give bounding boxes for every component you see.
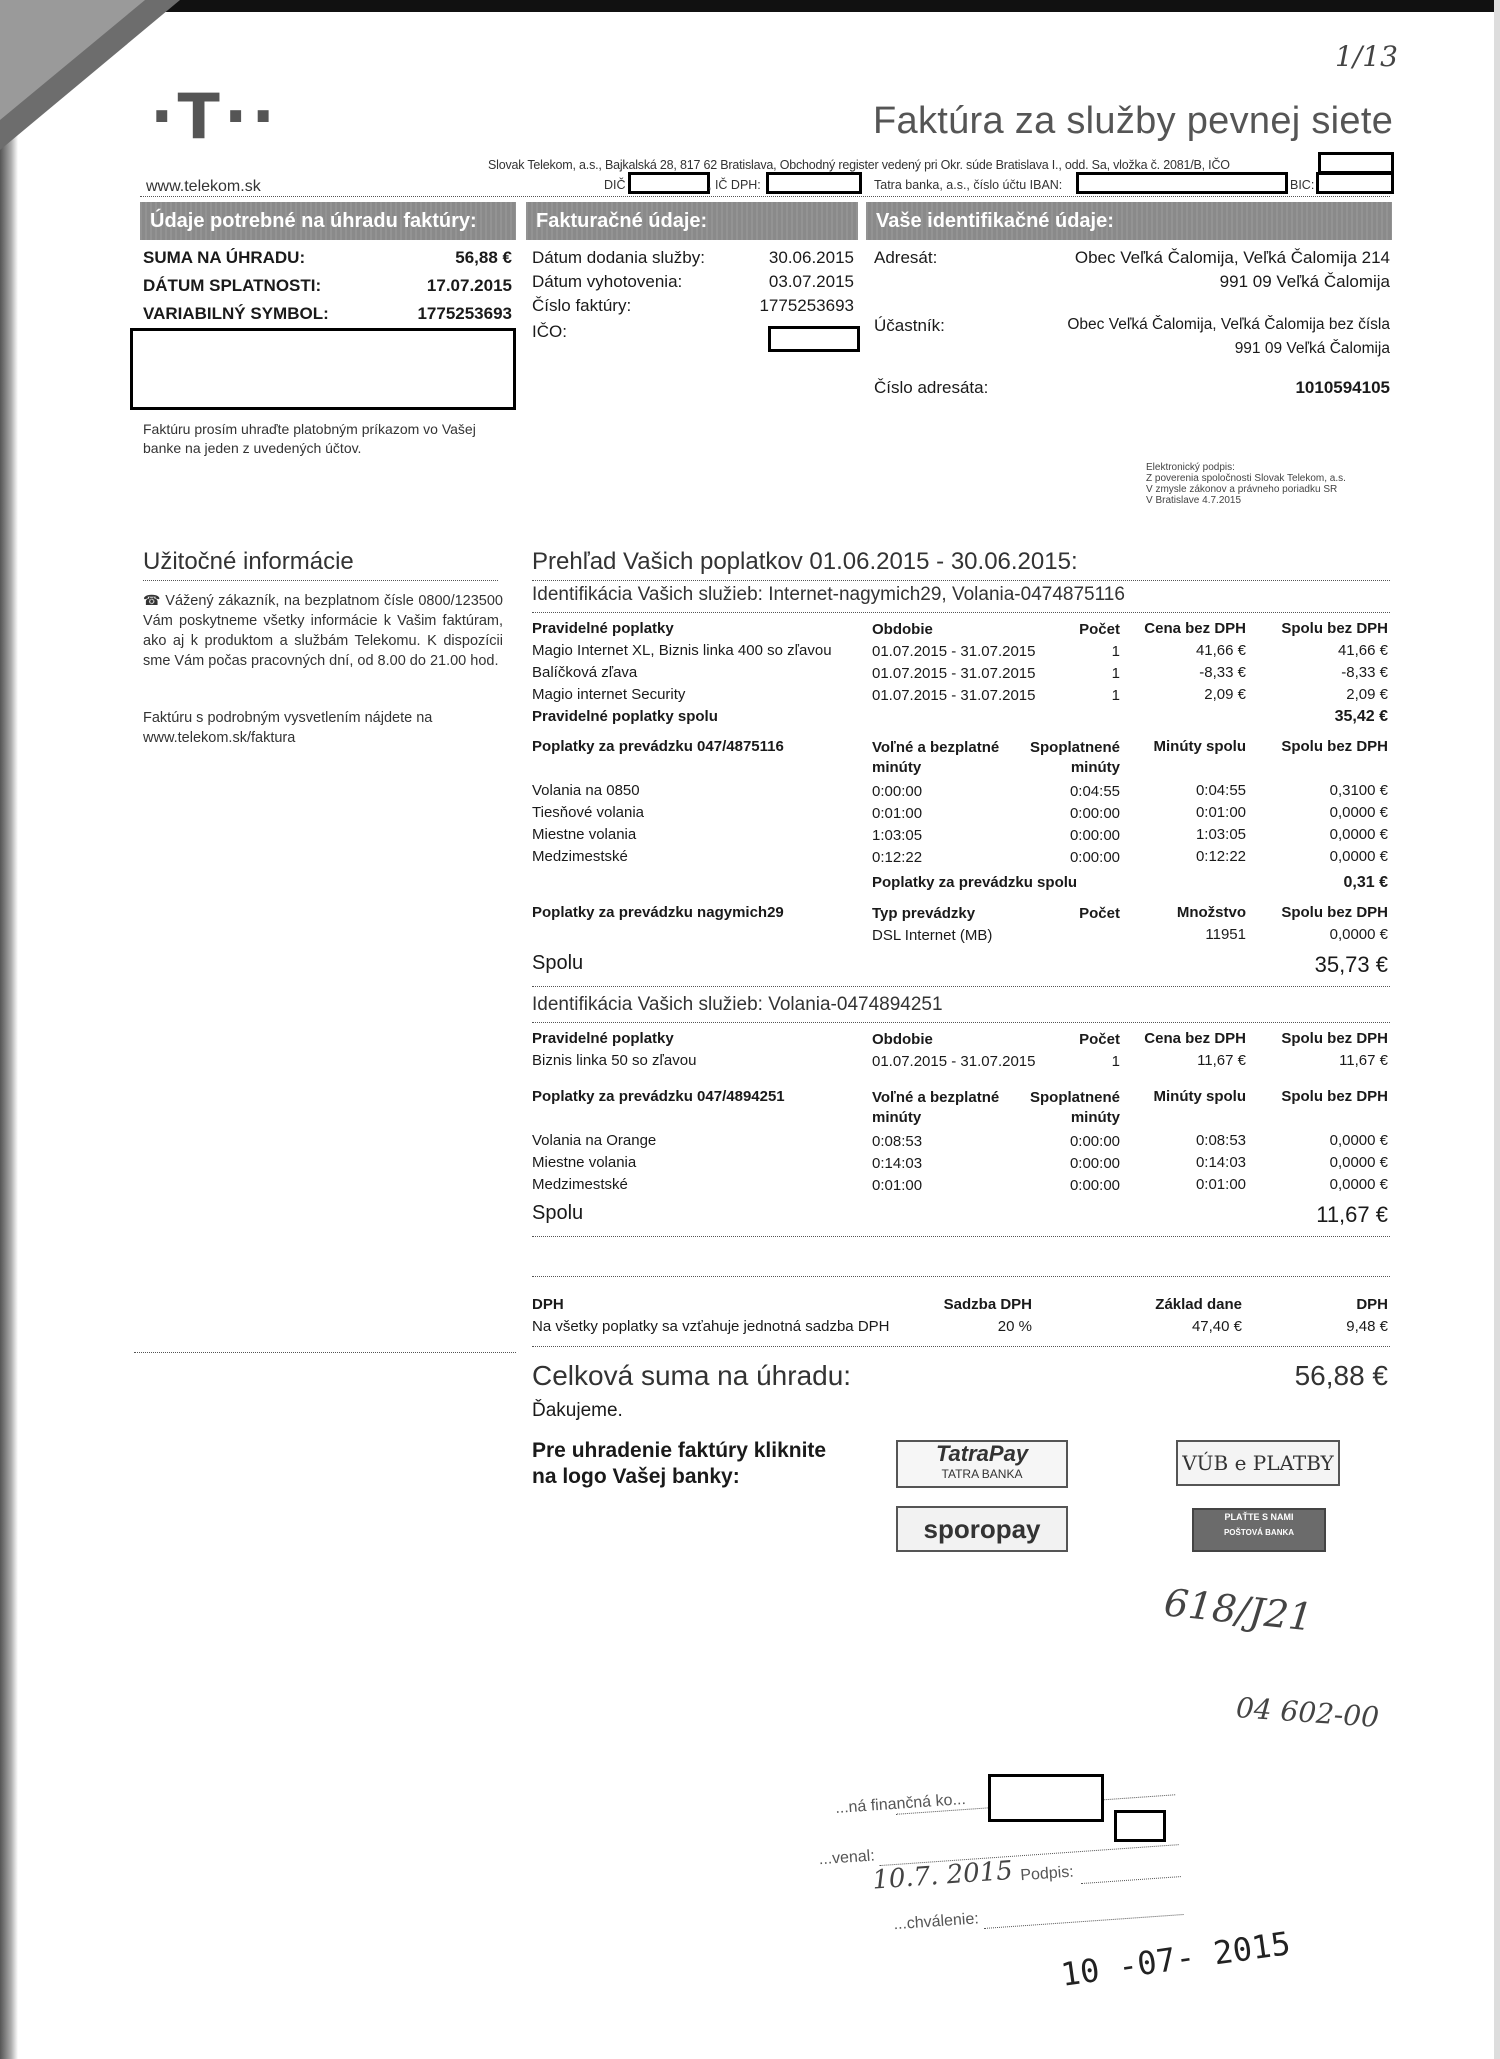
service1-recurring-row-col1: 01.07.2015 - 31.07.2015 bbox=[872, 643, 1036, 660]
service1-traffic-header-col2: Spoplatnené minúty bbox=[1029, 739, 1120, 776]
service2-recurring-row-col3: 11,67 € bbox=[1197, 1052, 1246, 1069]
redaction-account-box bbox=[130, 328, 516, 410]
info-title: Užitočné informácie bbox=[143, 548, 354, 575]
payment-section-title: Údaje potrebné na úhradu faktúry: bbox=[140, 202, 516, 240]
service2-recurring-header-col1: Obdobie bbox=[872, 1031, 933, 1048]
service1-traffic-row-col4: 0,0000 € bbox=[1329, 804, 1388, 821]
service1-identification: Identifikácia Vašich služieb: Internet-nagymich29, Volania-0474875116 bbox=[532, 584, 1125, 605]
service1-traffic-row-col2: 0:00:00 bbox=[1069, 805, 1120, 822]
service2-traffic-row-col2: 0:00:00 bbox=[1069, 1177, 1120, 1194]
service1-recurring-row-col0: Balíčková zľava bbox=[532, 664, 638, 681]
identification-section-title: Vaše identifikačné údaje: bbox=[866, 202, 1392, 240]
service1-traffic-row-col4: 0,0000 € bbox=[1329, 848, 1388, 865]
service2-traffic-row-col4: 0,0000 € bbox=[1329, 1132, 1388, 1149]
service1-recurring-header-col3: Cena bez DPH bbox=[1144, 620, 1246, 637]
tatrapay-logo-text: TatraPay bbox=[935, 1441, 1029, 1466]
service2-total-value: 11,67 € bbox=[1316, 1202, 1388, 1227]
service1-recurring-row-col2: 1 bbox=[1111, 665, 1120, 682]
invoice-section-title: Fakturačné údaje: bbox=[526, 202, 858, 240]
redaction-ico bbox=[1318, 152, 1394, 174]
service1-recurring-total-label: Pravidelné poplatky spolu bbox=[532, 708, 718, 725]
grand-total-label: Celková suma na úhradu: bbox=[532, 1360, 852, 1391]
issue-date-label: Dátum vyhotovenia: bbox=[532, 272, 683, 291]
redaction-stamp-number bbox=[1114, 1810, 1166, 1842]
postova-slogan: PLAŤTE S NAMI bbox=[1224, 1512, 1294, 1522]
service2-traffic-row-col0: Miestne volania bbox=[532, 1154, 637, 1171]
service1-recurring-row-col0: Magio internet Security bbox=[532, 686, 686, 703]
service1-recurring-row-col2: 1 bbox=[1111, 687, 1120, 704]
info-link-text[interactable]: Faktúru s podrobným vysvetlením nájdete na www.telekom.sk/faktura bbox=[143, 710, 433, 746]
service2-traffic-row-col4: 0,0000 € bbox=[1329, 1154, 1388, 1171]
service1-total-value: 35,73 € bbox=[1314, 952, 1388, 977]
due-date-value: 17.07.2015 bbox=[426, 276, 512, 295]
issue-date-value: 03.07.2015 bbox=[768, 272, 854, 291]
service2-traffic-row-col1: 0:14:03 bbox=[872, 1155, 923, 1172]
service2-end-divider bbox=[532, 1236, 1390, 1237]
service1-traffic-total-value: 0,31 € bbox=[1343, 874, 1388, 891]
payment-note: Faktúru prosím uhraďte platobným príkazom vo Vašej banke na jeden z uvedených účtov. bbox=[143, 421, 476, 456]
service1-traffic-row-col3: 0:04:55 bbox=[1195, 782, 1246, 799]
service1-recurring-row-col2: 1 bbox=[1111, 643, 1120, 660]
sum-value: 56,88 € bbox=[455, 248, 512, 267]
service1-traffic-row-col0: Tiesňové volania bbox=[532, 804, 645, 821]
esign-line1: Elektronický podpis: bbox=[1146, 462, 1235, 473]
participant-line1: Obec Veľká Čalomija, Veľká Čalomija bez čísla bbox=[1067, 316, 1390, 333]
service2-traffic-row-col2: 0:00:00 bbox=[1069, 1133, 1120, 1150]
addressee-number-label: Číslo adresáta: bbox=[874, 378, 989, 397]
stamp-line4: ...chválenie: bbox=[892, 1910, 980, 1934]
vub-eplatby-button[interactable]: VÚB e PLATBY bbox=[1176, 1440, 1340, 1486]
vat-header-amount: DPH bbox=[1356, 1296, 1388, 1313]
variable-symbol-label: VARIABILNÝ SYMBOL: bbox=[143, 304, 329, 323]
stamp-handwritten-date: 10.7. 2015 bbox=[871, 1855, 1014, 1896]
service2-recurring-header-col0: Pravidelné poplatky bbox=[532, 1030, 674, 1047]
service1-recurring-total-value: 35,42 € bbox=[1334, 708, 1388, 725]
company-bic-label: BIC: bbox=[1290, 178, 1315, 192]
scan-edge-top bbox=[0, 0, 1500, 12]
sporopay-button[interactable]: sporopay bbox=[896, 1506, 1068, 1552]
service2-traffic-row-col0: Volania na Orange bbox=[532, 1132, 657, 1149]
overview-title: Prehľad Vašich poplatkov 01.06.2015 - 30.06.2015: bbox=[532, 548, 1078, 575]
vat-header-base: Základ dane bbox=[1155, 1296, 1242, 1313]
service1-traffic-row-col4: 0,0000 € bbox=[1329, 826, 1388, 843]
service2-recurring-row-col1: 01.07.2015 - 31.07.2015 bbox=[872, 1053, 1036, 1070]
service2-traffic-row-col1: 0:01:00 bbox=[872, 1177, 923, 1194]
service1-traffic-total-label: Poplatky za prevádzku spolu bbox=[872, 874, 1078, 891]
redaction-iban bbox=[1076, 172, 1288, 194]
stamp-dotline-3 bbox=[1081, 1876, 1181, 1884]
service2-identification: Identifikácia Vašich služieb: Volania-0474894251 bbox=[532, 994, 943, 1015]
service1-recurring-row-col3: -8,33 € bbox=[1199, 664, 1246, 681]
service1-data-row-col3: 11951 bbox=[1205, 926, 1246, 943]
tatrapay-bank-name: TATRA BANKA bbox=[941, 1467, 1023, 1481]
service1-data-header-col4: Spolu bez DPH bbox=[1281, 904, 1388, 921]
stamp-signature-label: Podpis: bbox=[1019, 1863, 1075, 1885]
service2-traffic-header-col3: Minúty spolu bbox=[1153, 1088, 1246, 1105]
bank-prompt: Pre uhradenie faktúry kliknite na logo Vašej banky: bbox=[532, 1439, 827, 1488]
service2-recurring-header-col4: Spolu bez DPH bbox=[1281, 1030, 1388, 1047]
service1-recurring-row-col3: 41,66 € bbox=[1195, 642, 1246, 659]
redaction-bic bbox=[1316, 172, 1394, 194]
stamp-line1: ...ná finančná ko... bbox=[834, 1790, 967, 1818]
service2-traffic-header-col4: Spolu bez DPH bbox=[1281, 1088, 1388, 1105]
website-url[interactable]: www.telekom.sk bbox=[146, 178, 261, 195]
vat-row-label: Na všetky poplatky sa vzťahuje jednotná sadzba DPH bbox=[532, 1318, 890, 1335]
service1-divider bbox=[532, 612, 1390, 613]
stamp-dotline-2 bbox=[879, 1844, 1178, 1866]
esign-line3: V zmysle zákonov a právneho poriadku SR bbox=[1146, 484, 1338, 495]
service1-recurring-row-col1: 01.07.2015 - 31.07.2015 bbox=[872, 687, 1036, 704]
handwritten-note-2: 04 602-00 bbox=[1235, 1691, 1381, 1734]
grand-total-value: 56,88 € bbox=[1294, 1360, 1388, 1391]
service1-data-header-col1: Typ prevádzky bbox=[872, 905, 976, 922]
vat-row-rate: 20 % bbox=[997, 1318, 1032, 1335]
left-column-divider bbox=[134, 1352, 516, 1353]
service2-recurring-header-col2: Počet bbox=[1079, 1031, 1120, 1048]
service2-recurring-row-col4: 11,67 € bbox=[1339, 1052, 1388, 1069]
document-title: Faktúra za služby pevnej siete bbox=[873, 100, 1394, 142]
service2-recurring-row-col0: Biznis linka 50 so zľavou bbox=[532, 1052, 697, 1069]
service1-traffic-row-col0: Medzimestské bbox=[532, 848, 628, 865]
service1-recurring-header-col1: Obdobie bbox=[872, 621, 933, 638]
service2-traffic-row-col1: 0:08:53 bbox=[872, 1133, 923, 1150]
page-handwritten-mark: 1/13 bbox=[1335, 40, 1398, 73]
postova-banka-button[interactable] bbox=[1192, 1508, 1326, 1552]
service1-end-divider bbox=[532, 986, 1390, 987]
company-bank-label: Tatra banka, a.s., číslo účtu IBAN: bbox=[874, 178, 1063, 192]
vat-divider-bottom bbox=[532, 1346, 1390, 1347]
sum-label: SUMA NA ÚHRADU: bbox=[143, 248, 306, 267]
overview-divider bbox=[532, 580, 1390, 581]
service1-traffic-row-col3: 0:01:00 bbox=[1195, 804, 1246, 821]
vat-header-rate: Sadzba DPH bbox=[943, 1296, 1032, 1313]
service1-data-row-col4: 0,0000 € bbox=[1329, 926, 1388, 943]
service2-traffic-row-col4: 0,0000 € bbox=[1329, 1176, 1388, 1193]
service1-recurring-row-col3: 2,09 € bbox=[1204, 686, 1246, 703]
info-text: Vážený zákazník, na bezplatnom čísle 0800/123500 Vám poskytneme všetky informácie k Vašim faktúram, ako aj k produktom a službám Telekomu. K dispozícii sme Vám počas pracovných dní, od 8.00 do 21.00 hod. bbox=[143, 593, 503, 669]
service1-total-label: Spolu bbox=[532, 952, 584, 974]
service1-recurring-row-col4: -8,33 € bbox=[1341, 664, 1388, 681]
service1-traffic-row-col4: 0,3100 € bbox=[1329, 782, 1388, 799]
addressee-line1: Obec Veľká Čalomija, Veľká Čalomija 214 bbox=[1074, 248, 1390, 267]
scan-edge-left bbox=[0, 0, 18, 2059]
service1-recurring-row-col4: 2,09 € bbox=[1346, 686, 1388, 703]
date-stamp: 10 -07- 2015 bbox=[1058, 1924, 1293, 1994]
addressee-label: Adresát: bbox=[874, 248, 938, 267]
participant-line2: 991 09 Veľká Čalomija bbox=[1234, 340, 1390, 357]
vat-header-label: DPH bbox=[532, 1296, 564, 1313]
service1-traffic-row-col1: 0:12:22 bbox=[872, 849, 923, 866]
service1-traffic-row-col3: 1:03:05 bbox=[1195, 826, 1246, 843]
redaction-ico-value bbox=[768, 326, 860, 352]
service1-traffic-header-col1: Voľné a bezplatné minúty bbox=[872, 739, 1000, 776]
redaction-stamp-name bbox=[988, 1774, 1104, 1822]
service1-traffic-header-col0: Poplatky za prevádzku 047/4875116 bbox=[532, 738, 784, 755]
service2-traffic-header-col0: Poplatky za prevádzku 047/4894251 bbox=[532, 1088, 785, 1105]
telekom-logo: ·T·· bbox=[150, 80, 279, 153]
service1-traffic-row-col3: 0:12:22 bbox=[1195, 848, 1246, 865]
header-divider bbox=[140, 196, 1390, 197]
scan-folded-corner-inner bbox=[0, 0, 145, 120]
service1-traffic-row-col2: 0:04:55 bbox=[1069, 783, 1120, 800]
esign-block bbox=[1146, 462, 1386, 506]
due-date-label: DÁTUM SPLATNOSTI: bbox=[143, 276, 322, 295]
service2-traffic-row-col3: 0:08:53 bbox=[1195, 1132, 1246, 1149]
vat-divider-top bbox=[532, 1276, 1390, 1277]
stamp-line2: ...venal: bbox=[818, 1847, 876, 1869]
ico-label: IČO: bbox=[532, 322, 567, 341]
service1-traffic-header-col4: Spolu bez DPH bbox=[1281, 738, 1388, 755]
delivery-date-value: 30.06.2015 bbox=[768, 248, 854, 267]
service2-total-label: Spolu bbox=[532, 1202, 584, 1224]
service1-recurring-header-col0: Pravidelné poplatky bbox=[532, 620, 674, 637]
service1-traffic-row-col2: 0:00:00 bbox=[1069, 827, 1120, 844]
service1-recurring-row-col4: 41,66 € bbox=[1337, 642, 1388, 659]
vat-row-amount: 9,48 € bbox=[1346, 1318, 1388, 1335]
redaction-icdph bbox=[766, 172, 862, 194]
service1-recurring-row-col0: Magio Internet XL, Biznis linka 400 so zľavou bbox=[532, 642, 832, 659]
service1-data-header-col0: Poplatky za prevádzku nagymich29 bbox=[532, 904, 784, 921]
service1-traffic-row-col1: 1:03:05 bbox=[872, 827, 923, 844]
service2-divider bbox=[532, 1022, 1390, 1023]
service1-data-header-col2: Počet bbox=[1079, 905, 1120, 922]
service2-recurring-header-col3: Cena bez DPH bbox=[1144, 1030, 1246, 1047]
vat-row-base: 47,40 € bbox=[1191, 1318, 1242, 1335]
invoice-number-value: 1775253693 bbox=[759, 296, 854, 315]
postova-bank-name: POŠTOVÁ BANKA bbox=[1223, 1528, 1295, 1537]
service1-traffic-header-col3: Minúty spolu bbox=[1153, 738, 1246, 755]
info-divider bbox=[143, 580, 498, 581]
service1-recurring-header-col2: Počet bbox=[1079, 621, 1120, 638]
service2-recurring-row-col2: 1 bbox=[1111, 1053, 1120, 1070]
service1-traffic-row-col0: Miestne volania bbox=[532, 826, 637, 843]
participant-label: Účastník: bbox=[874, 316, 945, 335]
delivery-date-label: Dátum dodania služby: bbox=[532, 248, 705, 267]
tatrapay-button[interactable] bbox=[896, 1440, 1068, 1488]
service1-traffic-row-col2: 0:00:00 bbox=[1069, 849, 1120, 866]
service1-recurring-header-col4: Spolu bez DPH bbox=[1281, 620, 1388, 637]
service1-traffic-row-col1: 0:01:00 bbox=[872, 805, 923, 822]
service2-traffic-row-col0: Medzimestské bbox=[532, 1176, 628, 1193]
service2-traffic-header-col1: Voľné a bezplatné minúty bbox=[872, 1089, 1000, 1126]
addressee-number-value: 1010594105 bbox=[1295, 378, 1390, 397]
service1-traffic-row-col1: 0:00:00 bbox=[872, 783, 923, 800]
service2-traffic-row-col3: 0:14:03 bbox=[1195, 1154, 1246, 1171]
service2-traffic-row-col3: 0:01:00 bbox=[1195, 1176, 1246, 1193]
variable-symbol-value: 1775253693 bbox=[417, 304, 512, 323]
service2-traffic-header-col2: Spoplatnené minúty bbox=[1029, 1089, 1120, 1126]
service1-data-header-col3: Množstvo bbox=[1176, 904, 1246, 921]
company-icdph-label: , IČ DPH: bbox=[708, 178, 761, 192]
esign-line4: V Bratislave 4.7.2015 bbox=[1146, 495, 1242, 506]
company-info-line: Slovak Telekom, a.s., Bajkalská 28, 817 62 Bratislava, Obchodný register vedený pri Okr. súde Bratislava I., odd. Sa, vložka č. 2081/B, IČO bbox=[488, 158, 1230, 172]
service1-data-row-col1: DSL Internet (MB) bbox=[872, 927, 993, 944]
service1-traffic-row-col0: Volania na 0850 bbox=[532, 782, 640, 799]
company-dic-label: DIČ bbox=[604, 178, 626, 192]
redaction-dic bbox=[628, 172, 710, 194]
thanks-text: Ďakujeme. bbox=[532, 1400, 623, 1421]
handwritten-note-1: 618/J21 bbox=[1162, 1580, 1315, 1640]
phone-icon: ☎ bbox=[143, 592, 166, 608]
stamp-dotline-4 bbox=[984, 1914, 1184, 1929]
info-text-block bbox=[143, 590, 503, 671]
scan-edge-right bbox=[1494, 0, 1500, 2059]
addressee-line2: 991 09 Veľká Čalomija bbox=[1219, 272, 1390, 291]
service2-traffic-row-col2: 0:00:00 bbox=[1069, 1155, 1120, 1172]
service1-recurring-row-col1: 01.07.2015 - 31.07.2015 bbox=[872, 665, 1036, 682]
invoice-number-label: Číslo faktúry: bbox=[532, 296, 632, 315]
esign-line2: Z poverenia spoločnosti Slovak Telekom, a.s. bbox=[1146, 473, 1346, 484]
